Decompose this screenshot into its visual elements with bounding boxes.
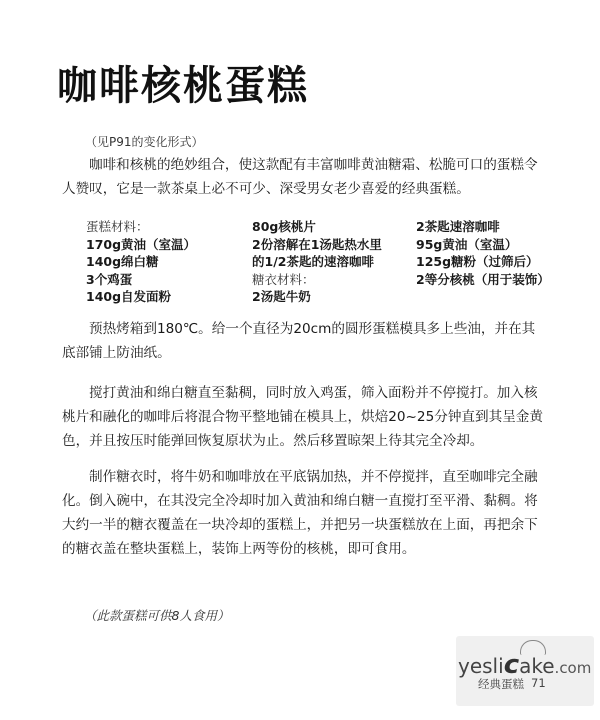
ingredients-column-2: [252, 218, 382, 306]
watermark-logo: [456, 636, 594, 706]
ingredient-item: 2等分核桃（用于装饰）: [416, 271, 550, 287]
ingredient-item: 125g糖粉（过筛后）: [416, 254, 539, 269]
step-2-paragraph: 搅打黄油和绵白糖直至黏稠，同时放入鸡蛋，筛入面粉并不停搅打。加入核桃片和融化的咖啡后将混合物平整地铺在模具上，烘焙20~25分钟直到其呈金黄色，并且按压时能弹回恢复原状为止。然后移置晾架上待其完全冷却。: [62, 385, 543, 449]
footer-section-label: 经典蛋糕: [478, 677, 524, 691]
ingredient-item: 2茶匙速溶咖啡: [416, 219, 500, 234]
ingredient-item: 140g绵白糖: [86, 254, 159, 269]
ingredient-item: 140g自发面粉: [86, 289, 172, 304]
watermark-post: ake: [519, 654, 555, 678]
ingredient-item: 170g黄油（室温）: [86, 236, 197, 252]
ingredient-item: 的1/2茶匙的速溶咖啡: [252, 254, 374, 269]
servings-note: （此款蛋糕可供8人食用）: [84, 608, 230, 623]
ingredient-item: 3个鸡蛋: [86, 271, 133, 287]
ingredients-column-1: [86, 218, 196, 306]
ingredient-section-header: 糖衣材料：: [252, 271, 315, 287]
page-title: 咖啡核桃蛋糕: [57, 63, 309, 109]
subtitle-note: （见P91的变化形式）: [85, 135, 204, 149]
intro-paragraph: 咖啡和核桃的绝妙组合，使这款配有丰富咖啡黄油糖霜、松脆可口的蛋糕令人赞叹，它是一款茶桌上必不可少、深受男女老少喜爱的经典蛋糕。: [62, 157, 538, 197]
ingredient-item: 2汤匙牛奶: [252, 289, 311, 304]
watermark-pre: yesli: [458, 654, 504, 678]
ingredient-item: 95g黄油（室温）: [416, 236, 518, 252]
step-1-paragraph: 预热烤箱到180℃。给一个直径为20cm的圆形蛋糕模具多上些油，并在其底部铺上防油纸。: [62, 321, 536, 361]
page-number: 71: [531, 676, 546, 690]
ingredients-column-3: [416, 218, 550, 288]
ingredient-item: 2份溶解在1汤匙热水里: [252, 236, 382, 252]
ingredient-item: 80g核桃片: [252, 219, 316, 234]
watermark-suffix: .com: [554, 659, 592, 677]
ingredient-section-header: 蛋糕材料：: [86, 219, 149, 234]
step-3-paragraph: 制作糖衣时，将牛奶和咖啡放在平底锅加热，并不停搅拌，直至咖啡完全融化。倒入碗中，在其没完全冷却时加入黄油和绵白糖一直搅打至平滑、黏稠。将大约一半的糖衣覆盖在一块冷却的蛋糕上，并把另一块蛋糕放在上面，再把余下的糖衣盖在整块蛋糕上，装饰上两等份的核桃，即可食用。: [62, 469, 538, 557]
watermark-c: c: [503, 650, 520, 680]
